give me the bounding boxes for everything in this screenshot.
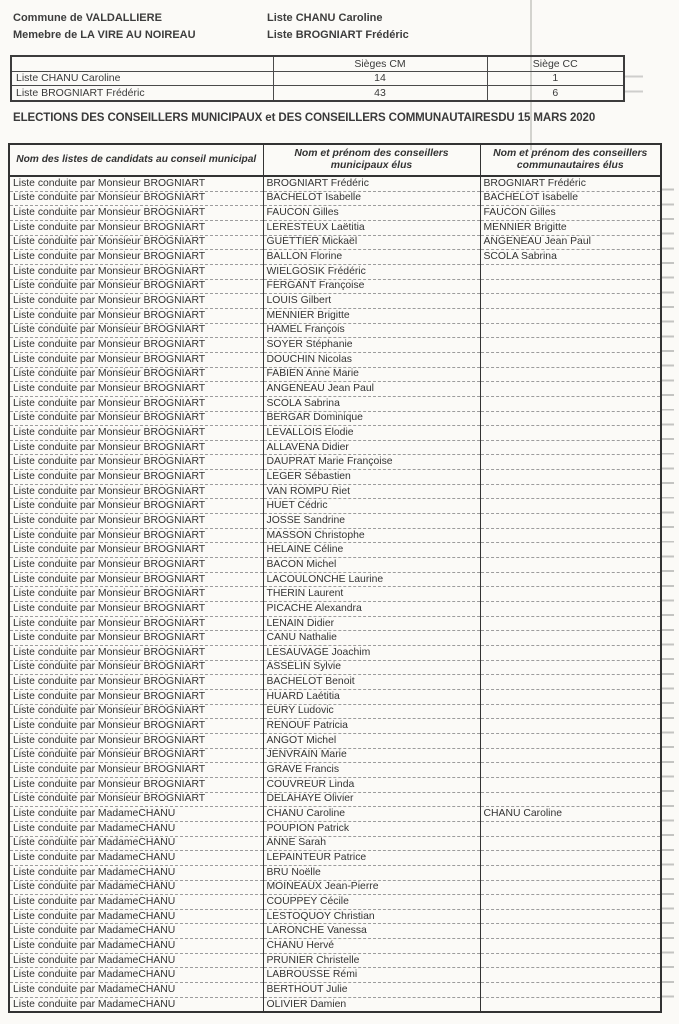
- table-cell: Liste conduite par Monsieur BROGNIART: [9, 367, 263, 382]
- table-cell: BACHELOT Isabelle: [480, 191, 661, 206]
- table-row: [9, 807, 661, 822]
- table-cell: EURY Ludovic: [263, 704, 480, 719]
- table-cell: HELAINE Céline: [263, 543, 480, 558]
- table-row: [9, 250, 661, 265]
- table-cell: [480, 733, 661, 748]
- table-cell: Liste conduite par Monsieur BROGNIART: [9, 602, 263, 617]
- table-cell: Liste conduite par Monsieur BROGNIART: [9, 528, 263, 543]
- table-cell: [480, 587, 661, 602]
- table-row: [9, 514, 661, 529]
- seats-header-row: [11, 56, 624, 71]
- table-cell: Liste conduite par Monsieur BROGNIART: [9, 264, 263, 279]
- table-row: [9, 997, 661, 1012]
- table-cell: Liste conduite par Monsieur BROGNIART: [9, 191, 263, 206]
- table-cell: MENNIER Brigitte: [263, 308, 480, 323]
- results-table-body: [9, 176, 661, 1012]
- table-cell: FERGANT Françoise: [263, 279, 480, 294]
- table-cell: BERGAR Dominique: [263, 411, 480, 426]
- table-cell: Liste conduite par MadameCHANU: [9, 807, 263, 822]
- table-cell: MENNIER Brigitte: [480, 220, 661, 235]
- table-row: [9, 821, 661, 836]
- table-cell: [480, 895, 661, 910]
- table-cell: LABROUSSE Rémi: [263, 968, 480, 983]
- table-cell: Liste conduite par Monsieur BROGNIART: [9, 631, 263, 646]
- table-cell: [480, 543, 661, 558]
- table-cell: Liste conduite par Monsieur BROGNIART: [9, 587, 263, 602]
- table-cell: Liste conduite par MadameCHANU: [9, 851, 263, 866]
- table-cell: DOUCHIN Nicolas: [263, 352, 480, 367]
- table-row: [9, 660, 661, 675]
- table-cell: [480, 983, 661, 998]
- table-row: [9, 572, 661, 587]
- table-cell: SOYER Stéphanie: [263, 338, 480, 353]
- table-cell: GRAVE Francis: [263, 763, 480, 778]
- table-row: [9, 470, 661, 485]
- table-cell: Liste conduite par Monsieur BROGNIART: [9, 382, 263, 397]
- table-row: [9, 953, 661, 968]
- table-row: [9, 294, 661, 309]
- table-cell: [480, 294, 661, 309]
- table-cell: BACHELOT Isabelle: [263, 191, 480, 206]
- table-row: [9, 235, 661, 250]
- table-row: [9, 733, 661, 748]
- seats-row-brogniart: [11, 86, 624, 101]
- table-cell: DELAHAYE Olivier: [263, 792, 480, 807]
- table-cell: [480, 484, 661, 499]
- table-cell: Liste conduite par Monsieur BROGNIART: [9, 748, 263, 763]
- table-cell: BERTHOUT Julie: [263, 983, 480, 998]
- table-cell: [480, 308, 661, 323]
- table-cell: Liste conduite par Monsieur BROGNIART: [9, 338, 263, 353]
- table-cell: [480, 367, 661, 382]
- table-cell: [480, 763, 661, 778]
- table-cell: [480, 499, 661, 514]
- table-cell: Liste conduite par MadameCHANU: [9, 924, 263, 939]
- table-cell: [480, 968, 661, 983]
- table-cell: [480, 426, 661, 441]
- seats-cc-value: 6: [487, 86, 624, 101]
- table-cell: BROGNIART Frédéric: [263, 176, 480, 191]
- table-cell: RENOUF Patricia: [263, 719, 480, 734]
- seats-table: [10, 55, 625, 102]
- table-cell: [480, 719, 661, 734]
- table-cell: Liste conduite par Monsieur BROGNIART: [9, 470, 263, 485]
- table-cell: [480, 997, 661, 1012]
- table-row: [9, 411, 661, 426]
- table-cell: HAMEL François: [263, 323, 480, 338]
- seats-header-cc: Siège CC: [487, 56, 624, 71]
- results-table: [8, 143, 662, 1013]
- table-cell: Liste conduite par Monsieur BROGNIART: [9, 426, 263, 441]
- seats-cc-value: 1: [487, 71, 624, 86]
- table-row: [9, 939, 661, 954]
- table-cell: [480, 279, 661, 294]
- table-cell: Liste conduite par Monsieur BROGNIART: [9, 235, 263, 250]
- table-row: [9, 484, 661, 499]
- table-row: [9, 748, 661, 763]
- table-cell: [480, 821, 661, 836]
- table-cell: PICACHE Alexandra: [263, 602, 480, 617]
- table-cell: [480, 880, 661, 895]
- table-cell: Liste conduite par Monsieur BROGNIART: [9, 308, 263, 323]
- seats-list-label: Liste BROGNIART Frédéric: [11, 86, 273, 101]
- table-cell: [480, 382, 661, 397]
- table-cell: BACON Michel: [263, 558, 480, 573]
- table-cell: [480, 602, 661, 617]
- table-cell: FABIEN Anne Marie: [263, 367, 480, 382]
- table-row: [9, 543, 661, 558]
- table-cell: ANGOT Michel: [263, 733, 480, 748]
- table-cell: ANGENEAU Jean Paul: [263, 382, 480, 397]
- table-cell: [480, 558, 661, 573]
- table-cell: [480, 851, 661, 866]
- table-cell: Liste conduite par Monsieur BROGNIART: [9, 250, 263, 265]
- table-row: [9, 909, 661, 924]
- table-cell: MOINEAUX Jean-Pierre: [263, 880, 480, 895]
- table-cell: [480, 528, 661, 543]
- table-row: [9, 176, 661, 191]
- table-cell: Liste conduite par Monsieur BROGNIART: [9, 411, 263, 426]
- table-cell: [480, 836, 661, 851]
- table-row: [9, 587, 661, 602]
- table-row: [9, 264, 661, 279]
- table-cell: [480, 646, 661, 661]
- results-header-communautaires: Nom et prénom des conseillers communautaires élus: [480, 144, 661, 176]
- table-cell: [480, 689, 661, 704]
- table-row: [9, 279, 661, 294]
- table-cell: Liste conduite par MadameCHANU: [9, 939, 263, 954]
- table-row: [9, 763, 661, 778]
- table-cell: [480, 660, 661, 675]
- table-row: [9, 968, 661, 983]
- table-cell: LEVALLOIS Elodie: [263, 426, 480, 441]
- table-row: [9, 352, 661, 367]
- table-row: [9, 558, 661, 573]
- table-cell: [480, 411, 661, 426]
- table-row: [9, 631, 661, 646]
- table-row: [9, 455, 661, 470]
- table-cell: CHANU Caroline: [263, 807, 480, 822]
- table-cell: JOSSE Sandrine: [263, 514, 480, 529]
- table-cell: Liste conduite par Monsieur BROGNIART: [9, 558, 263, 573]
- table-cell: OLIVIER Damien: [263, 997, 480, 1012]
- table-cell: [480, 675, 661, 690]
- table-cell: [480, 264, 661, 279]
- table-cell: [480, 939, 661, 954]
- table-row: [9, 865, 661, 880]
- table-cell: Liste conduite par Monsieur BROGNIART: [9, 616, 263, 631]
- table-cell: ANNE Sarah: [263, 836, 480, 851]
- table-cell: VAN ROMPU Riet: [263, 484, 480, 499]
- table-row: [9, 792, 661, 807]
- table-cell: HUET Cédric: [263, 499, 480, 514]
- table-cell: [480, 704, 661, 719]
- table-row: [9, 851, 661, 866]
- table-row: [9, 528, 661, 543]
- table-cell: Liste conduite par MadameCHANU: [9, 953, 263, 968]
- table-cell: [480, 572, 661, 587]
- table-cell: Liste conduite par MadameCHANU: [9, 909, 263, 924]
- document-header-left: [13, 10, 196, 43]
- table-row: [9, 675, 661, 690]
- seats-cm-value: 43: [273, 86, 487, 101]
- table-cell: BROGNIART Frédéric: [480, 176, 661, 191]
- results-header-municipaux: Nom et prénom des conseillers municipaux élus: [263, 144, 480, 176]
- table-row: [9, 616, 661, 631]
- table-cell: LESTOQUOY Christian: [263, 909, 480, 924]
- table-cell: MASSON Christophe: [263, 528, 480, 543]
- table-cell: LEPAINTEUR Patrice: [263, 851, 480, 866]
- table-row: [9, 924, 661, 939]
- table-cell: [480, 748, 661, 763]
- table-cell: Liste conduite par Monsieur BROGNIART: [9, 792, 263, 807]
- table-cell: CANU Nathalie: [263, 631, 480, 646]
- table-cell: [480, 924, 661, 939]
- table-cell: ASSELIN Sylvie: [263, 660, 480, 675]
- table-cell: COUVREUR Linda: [263, 777, 480, 792]
- table-cell: Liste conduite par MadameCHANU: [9, 836, 263, 851]
- table-cell: Liste conduite par MadameCHANU: [9, 997, 263, 1012]
- table-cell: Liste conduite par Monsieur BROGNIART: [9, 352, 263, 367]
- table-cell: [480, 865, 661, 880]
- table-cell: Liste conduite par Monsieur BROGNIART: [9, 499, 263, 514]
- seats-cm-value: 14: [273, 71, 487, 86]
- table-cell: CHANU Caroline: [480, 807, 661, 822]
- table-cell: BALLON Florine: [263, 250, 480, 265]
- table-row: [9, 983, 661, 998]
- seats-list-label: Liste CHANU Caroline: [11, 71, 273, 86]
- table-cell: Liste conduite par MadameCHANU: [9, 968, 263, 983]
- seats-header-empty: [11, 56, 273, 71]
- liste-brogniart-line: Liste BROGNIART Frédéric: [267, 28, 409, 41]
- table-row: [9, 719, 661, 734]
- table-row: [9, 396, 661, 411]
- seats-row-chanu: [11, 71, 624, 86]
- table-cell: [480, 792, 661, 807]
- table-cell: Liste conduite par Monsieur BROGNIART: [9, 323, 263, 338]
- table-cell: Liste conduite par Monsieur BROGNIART: [9, 763, 263, 778]
- table-cell: SCOLA Sabrina: [263, 396, 480, 411]
- table-row: [9, 602, 661, 617]
- table-cell: ANGENEAU Jean Paul: [480, 235, 661, 250]
- table-row: [9, 895, 661, 910]
- liste-chanu-line: Liste CHANU Caroline: [267, 12, 383, 24]
- table-cell: Liste conduite par Monsieur BROGNIART: [9, 514, 263, 529]
- table-cell: Liste conduite par Monsieur BROGNIART: [9, 176, 263, 191]
- table-row: [9, 308, 661, 323]
- table-cell: Liste conduite par Monsieur BROGNIART: [9, 396, 263, 411]
- table-cell: Liste conduite par Monsieur BROGNIART: [9, 675, 263, 690]
- results-header-lists: Nom des listes de candidats au conseil municipal: [9, 144, 263, 176]
- table-row: [9, 338, 661, 353]
- table-cell: [480, 909, 661, 924]
- table-cell: BRU Noëlle: [263, 865, 480, 880]
- table-cell: LERESTEUX Laëtitia: [263, 220, 480, 235]
- table-cell: [480, 616, 661, 631]
- table-cell: CHANU Hervé: [263, 939, 480, 954]
- table-row: [9, 220, 661, 235]
- table-row: [9, 704, 661, 719]
- table-cell: [480, 953, 661, 968]
- table-cell: BACHELOT Benoit: [263, 675, 480, 690]
- table-cell: [480, 631, 661, 646]
- table-cell: COUPPEY Cécile: [263, 895, 480, 910]
- membre-line: Memebre de LA VIRE AU NOIREAU: [13, 28, 196, 41]
- table-cell: Liste conduite par Monsieur BROGNIART: [9, 704, 263, 719]
- table-cell: LENAIN Didier: [263, 616, 480, 631]
- document-header-right: [267, 10, 409, 43]
- table-row: [9, 646, 661, 661]
- table-cell: [480, 777, 661, 792]
- table-row: [9, 382, 661, 397]
- table-cell: Liste conduite par Monsieur BROGNIART: [9, 440, 263, 455]
- table-cell: Liste conduite par MadameCHANU: [9, 821, 263, 836]
- table-row: [9, 323, 661, 338]
- commune-line: Commune de VALDALLIERE: [13, 12, 162, 24]
- table-cell: Liste conduite par Monsieur BROGNIART: [9, 484, 263, 499]
- table-cell: Liste conduite par Monsieur BROGNIART: [9, 279, 263, 294]
- table-cell: Liste conduite par Monsieur BROGNIART: [9, 777, 263, 792]
- table-cell: LEGER Sébastien: [263, 470, 480, 485]
- table-cell: [480, 396, 661, 411]
- table-cell: FAUCON Gilles: [480, 206, 661, 221]
- table-row: [9, 836, 661, 851]
- table-row: [9, 367, 661, 382]
- table-cell: Liste conduite par Monsieur BROGNIART: [9, 689, 263, 704]
- table-row: [9, 499, 661, 514]
- table-cell: Liste conduite par Monsieur BROGNIART: [9, 220, 263, 235]
- table-cell: Liste conduite par Monsieur BROGNIART: [9, 660, 263, 675]
- table-cell: DAUPRAT Marie Françoise: [263, 455, 480, 470]
- table-row: [9, 426, 661, 441]
- table-cell: Liste conduite par Monsieur BROGNIART: [9, 294, 263, 309]
- table-cell: Liste conduite par Monsieur BROGNIART: [9, 543, 263, 558]
- table-cell: Liste conduite par Monsieur BROGNIART: [9, 206, 263, 221]
- table-cell: Liste conduite par Monsieur BROGNIART: [9, 719, 263, 734]
- table-cell: [480, 323, 661, 338]
- table-row: [9, 777, 661, 792]
- election-title: ELECTIONS DES CONSEILLERS MUNICIPAUX et DES CONSEILLERS COMMUNAUTAIRESDU 15 MARS 2020: [13, 112, 596, 124]
- table-row: [9, 440, 661, 455]
- table-cell: HUARD Laétitia: [263, 689, 480, 704]
- table-cell: ALLAVENA Didier: [263, 440, 480, 455]
- table-cell: Liste conduite par Monsieur BROGNIART: [9, 646, 263, 661]
- table-cell: Liste conduite par Monsieur BROGNIART: [9, 455, 263, 470]
- table-cell: SCOLA Sabrina: [480, 250, 661, 265]
- table-row: [9, 689, 661, 704]
- table-cell: [480, 514, 661, 529]
- table-row: [9, 191, 661, 206]
- table-cell: FAUCON Gilles: [263, 206, 480, 221]
- results-header-row: [9, 144, 661, 176]
- table-row: [9, 880, 661, 895]
- table-cell: Liste conduite par MadameCHANU: [9, 895, 263, 910]
- table-cell: Liste conduite par MadameCHANU: [9, 865, 263, 880]
- table-cell: WIELGOSIK Frédéric: [263, 264, 480, 279]
- table-cell: GUETTIER Mickaël: [263, 235, 480, 250]
- table-cell: [480, 440, 661, 455]
- table-cell: Liste conduite par Monsieur BROGNIART: [9, 733, 263, 748]
- seats-header-cm: Sièges CM: [273, 56, 487, 71]
- table-cell: [480, 338, 661, 353]
- table-cell: THERIN Laurent: [263, 587, 480, 602]
- table-cell: [480, 352, 661, 367]
- table-cell: [480, 455, 661, 470]
- table-cell: Liste conduite par MadameCHANU: [9, 880, 263, 895]
- scan-streaks-main: [661, 176, 674, 1009]
- table-cell: LESAUVAGE Joachim: [263, 646, 480, 661]
- scan-streaks-seats: [625, 62, 643, 106]
- table-cell: POUPION Patrick: [263, 821, 480, 836]
- table-cell: JENVRAIN Marie: [263, 748, 480, 763]
- table-cell: Liste conduite par Monsieur BROGNIART: [9, 572, 263, 587]
- table-cell: Liste conduite par MadameCHANU: [9, 983, 263, 998]
- table-cell: LOUIS Gilbert: [263, 294, 480, 309]
- table-cell: LARONCHE Vanessa: [263, 924, 480, 939]
- table-row: [9, 206, 661, 221]
- table-cell: PRUNIER Christelle: [263, 953, 480, 968]
- table-cell: LACOULONCHE Laurine: [263, 572, 480, 587]
- table-cell: [480, 470, 661, 485]
